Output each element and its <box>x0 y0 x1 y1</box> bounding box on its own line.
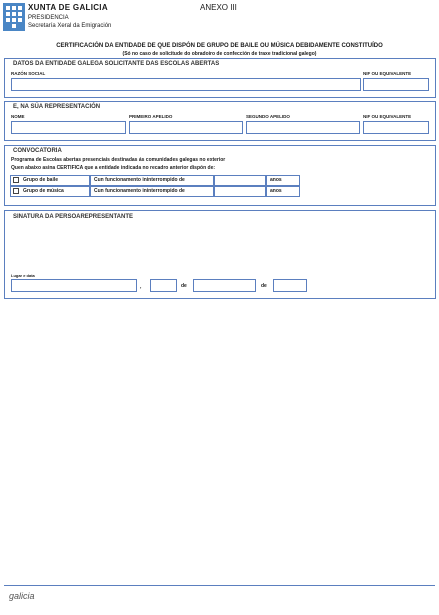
surname2-label: SEGUNDO APELIDO <box>246 114 290 119</box>
year-field[interactable] <box>273 279 307 292</box>
music-operating-label: Cun funcionamento ininterrompido de <box>90 186 214 197</box>
music-group-checkbox[interactable] <box>13 188 19 194</box>
call-section <box>4 145 436 206</box>
dance-operating-label: Cun funcionamento ininterrompido de <box>90 175 214 186</box>
call-section-title: CONVOCATORIA <box>13 148 62 154</box>
annex-label: ANEXO III <box>200 3 237 12</box>
surname1-field[interactable] <box>129 121 243 134</box>
footer-divider <box>4 585 435 586</box>
business-name-label: RAZÓN SOCIAL <box>11 71 46 76</box>
music-group-option <box>10 186 90 197</box>
signature-section <box>4 210 436 299</box>
place-field[interactable] <box>11 279 137 292</box>
music-years-unit: anos <box>266 186 300 197</box>
program-text: Programa de Escolas abertas presenciais destinadas ás comunidades galegas no exterior <box>11 157 226 163</box>
place-date-label: Lugar e data <box>11 273 35 278</box>
entity-nif-label: NIF OU EQUIVALENTE <box>363 71 412 76</box>
entity-nif-field[interactable] <box>363 78 429 91</box>
dance-group-label: Grupo de baile <box>23 177 59 183</box>
surname2-field[interactable] <box>246 121 360 134</box>
dance-group-option <box>10 175 90 186</box>
representative-nif-label: NIF OU EQUIVALENTE <box>363 114 412 119</box>
representative-nif-field[interactable] <box>363 121 429 134</box>
representative-section <box>4 101 436 141</box>
representative-section-title: E, NA SÚA REPRESENTACIÓN <box>13 104 101 110</box>
de-separator-1: de <box>181 283 187 289</box>
department-name: PRESIDENCIA <box>28 15 69 21</box>
first-name-label: NOME <box>11 114 25 119</box>
subdepartment-name: Secretaría Xeral da Emigración <box>28 23 112 29</box>
de-separator-2: de <box>261 283 267 289</box>
galicia-logo: galicia <box>9 591 35 601</box>
document-subtitle: (Só no caso de solicitude do obradoiro de confección de traxe tradicional galego) <box>122 51 317 57</box>
music-years-field[interactable] <box>214 186 266 197</box>
xunta-logo <box>3 3 25 31</box>
music-group-label: Grupo de música <box>23 188 64 194</box>
entity-section <box>4 58 436 98</box>
dance-years-field[interactable] <box>214 175 266 186</box>
document-title: CERTIFICACIÓN DA ENTIDADE DE QUE DISPÓN DE GRUPO DE BAILE OU MÚSICA DEBIDAMENTE CONSTITUÍDO <box>56 43 383 49</box>
month-field[interactable] <box>193 279 256 292</box>
first-name-field[interactable] <box>11 121 126 134</box>
surname1-label: PRIMEIRO APELIDO <box>129 114 173 119</box>
org-name: XUNTA DE GALICIA <box>28 3 108 12</box>
entity-section-title: DATOS DA ENTIDADE GALEGA SOLICITANTE DAS ESCOLAS ABERTAS <box>13 61 220 67</box>
dance-years-unit: anos <box>266 175 300 186</box>
certify-text: Quen abaixo asina CERTIFICA que a entidade indicada no recadro anterior dispón de: <box>11 165 216 171</box>
business-name-field[interactable] <box>11 78 361 91</box>
day-field[interactable] <box>150 279 177 292</box>
dance-group-checkbox[interactable] <box>13 177 19 183</box>
comma-separator: , <box>140 284 142 290</box>
signature-section-title: SINATURA DA PERSOAREPRESENTANTE <box>13 214 134 220</box>
